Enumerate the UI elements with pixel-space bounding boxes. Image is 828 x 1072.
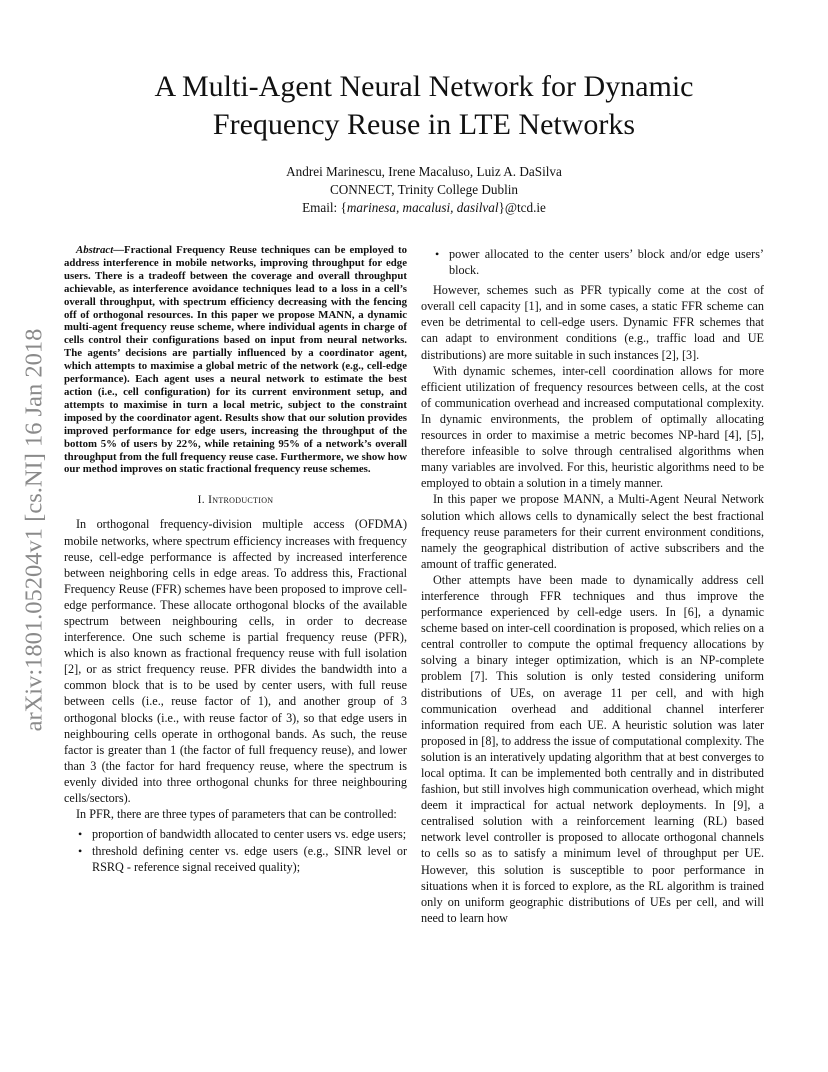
affiliation: CONNECT, Trinity College Dublin bbox=[329, 182, 519, 197]
section-number: I. bbox=[197, 494, 209, 507]
email-line bbox=[80, 199, 768, 217]
left-column bbox=[64, 244, 407, 879]
list-item: • proportion of bandwidth allocated to center users vs. edge users; bbox=[78, 826, 407, 842]
pfr-parameter-list bbox=[64, 826, 407, 875]
email-names: marinesa, macalusi, dasilval bbox=[346, 200, 499, 215]
title-line-2: Frequency Reuse in LTE Networks bbox=[212, 108, 636, 141]
section-title: Introduction bbox=[208, 494, 274, 507]
right-paragraph-1: However, schemes such as PFR typically come at the cost of overall cell capacity [1], and in some cases, a static FFR scheme can even be detrimental to cell-edge users. Dynamic FFR schemes that can adapt to environment conditions (e.g., traffic load and UE distributions) are more suitable in such instances [2], [3]. bbox=[421, 283, 764, 362]
section-heading-introduction bbox=[64, 492, 407, 508]
title-line-1: A Multi-Agent Neural Network for Dynamic bbox=[154, 70, 694, 103]
intro-paragraph-1: In orthogonal frequency-division multiple access (OFDMA) mobile networks, where spectrum efficiency increases with frequency reuse, cell-edge performance is affected by increased interference between neighboring cells in edge areas. To address this, Fractional Frequency Reuse (FFR) schemes have been proposed to improve cell-edge performance. These allocate orthogonal blocks of the available spectrum between neighbouring cells, in order to decrease interference. One such scheme is partial frequency reuse (PFR), which is also known as fractional frequency reuse with full isolation [2], or as strict frequency reuse. PFR divides the bandwidth into a common block that is to be used by center users, with full reuse between cells (i.e., reuse factor of 1), and another group of 3 orthogonal blocks (i.e., with reuse factor of 3), so that edge users in neighbouring cells operate in orthogonal bands. As such, the reuse factor is greater than 1 (the factor of full frequency reuse), and lower than 3 (the factor for hard frequency reuse, where the spectrum is evenly divided into three orthogonal chunks for three neighbouring cells/sectors). bbox=[64, 517, 407, 805]
abstract bbox=[64, 244, 407, 476]
list-item: • power allocated to the center users’ block and/or edge users’ block. bbox=[435, 246, 764, 278]
right-paragraph-2: With dynamic schemes, inter-cell coordination allows for more efficient utilization of frequency resources between cells, at the cost of communication overhead and increased computational complexity. In dynamic environments, the problem of optimally allocating resources in order to maximise a metric becomes NP-hard [4], [5], therefore infeasible to solve through centralised algorithms when many variables are involved. For this, heuristic algorithms need to be employed to obtain a solution in a timely manner. bbox=[421, 363, 764, 491]
paper-title bbox=[80, 68, 768, 144]
author-names: Andrei Marinescu, Irene Macaluso, Luiz A. DaSilva bbox=[286, 164, 562, 179]
list-item: • threshold defining center vs. edge users (e.g., SINR level or RSRQ - reference signal received quality); bbox=[78, 843, 407, 875]
intro-paragraph-2: In PFR, there are three types of parameters that can be controlled: bbox=[76, 807, 397, 822]
abstract-text: —Fractional Frequency Reuse techniques can be employed to address interference in mobile networks, improving throughput for edge users. There is a tradeoff between the coverage and overall throughput achievable, as interference avoidance techniques lead to a loss in a cell’s overall throughput, with spectrum efficiency decreasing with the fencing off of orthogonal resources. In this paper we propose MANN, a dynamic multi-agent frequency reuse scheme, where individual agents in charge of cells control their configurations based on input from neural networks. The agents’ decisions are partially influenced by a coordinator agent, which attempts to maximise a global metric of the network (e.g., cell-edge performance). Each agent uses a neural network to estimate the best action (i.e., cell configuration) for its current environment setup, and attempts to maximise in turn a local metric, subject to the constraint imposed by the coordinator agent. Results show that our solution provides improved performance for edge users, increasing the throughput of the bottom 5% of users by 22%, while retaining 95% of a network’s overall throughput from the full frequency reuse case. Furthermore, we show how our method improves on static fractional frequency reuse schemes. bbox=[64, 244, 407, 476]
abstract-label: Abstract bbox=[76, 244, 114, 256]
right-column bbox=[421, 246, 764, 926]
right-paragraph-4: Other attempts have been made to dynamically address cell interference through FFR techniques and thus improve the performance experienced by cell-edge users. In [6], a dynamic scheme based on inter-cell coordination is proposed, which relies on a central controller to compute the optimal frequency allocations by solving a binary integer optimization, which is an NP-complete problem [7]. This solution is only tested considering uniform distributions of UEs, on average 11 per cell, and with high communication overhead and additional channel interferer information required from each UE. A heuristic solution was later proposed in [8], to address the issue of computational complexity. The solution is an interatively updating algorithm that at best converges to local optima. It can be implemented both centrally and in distributed fashion, but still involves high communication overhead, which might deem it impractical for actual network deployments. In [9], a centralised solution with a reinforcement learning (RL) based network level controller is proposed to allocate orthogonal channels to cells so as to satisfy a minimum level of throughput per UE. However, this solution is susceptible to poor performance in situations when it is forced to explore, as the RL algorithm is trained only on uniform geographic distributions of UEs per cell, and will need to learn how bbox=[421, 572, 764, 925]
email-prefix: Email: { bbox=[302, 200, 347, 215]
arxiv-id: arXiv:1801.05204v1 [cs.NI] 16 Jan 2018 bbox=[20, 328, 48, 732]
arxiv-sidebar-stamp bbox=[16, 300, 52, 760]
author-block bbox=[80, 163, 768, 217]
pfr-parameter-list-continued bbox=[421, 246, 764, 278]
right-paragraph-3: In this paper we propose MANN, a Multi-Agent Neural Network solution which allows cells to dynamically select the best fractional frequency reuse parameters for their current environment conditions, namely the geographical distribution of active subscribers and the amount of traffic generated. bbox=[421, 492, 764, 571]
email-suffix: }@tcd.ie bbox=[498, 200, 546, 215]
